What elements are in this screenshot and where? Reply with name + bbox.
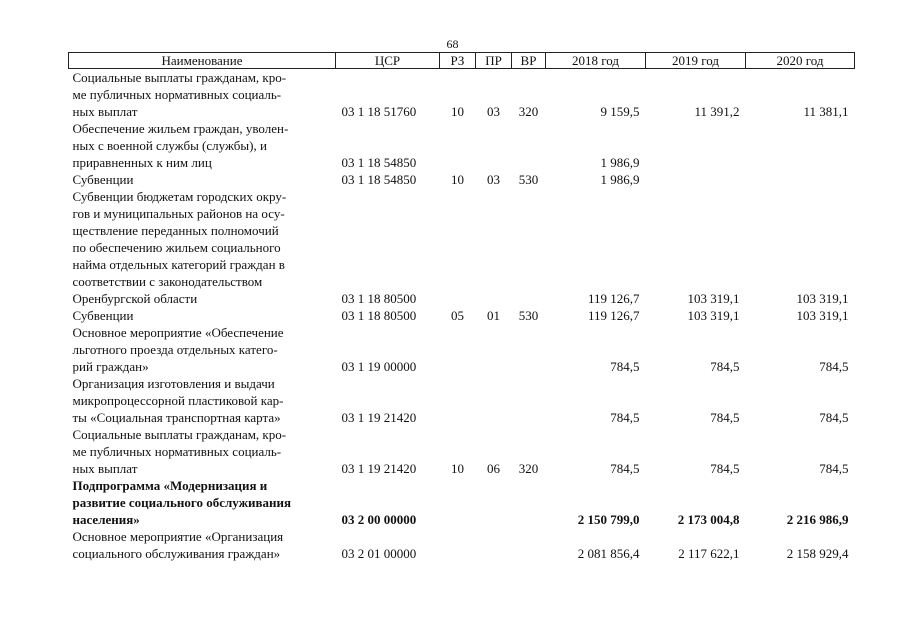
row-name-line: Субвенции [72,308,134,323]
row-2020-value: 11 381,1 [803,104,849,119]
table-row [69,120,855,171]
table-row [69,477,855,528]
row-name-line: ных выплат [72,461,138,476]
row-name-line: Основное мероприятие «Обеспечение [72,325,284,340]
row-2018-value: 784,5 [610,461,640,476]
table-row [69,426,855,477]
row-2018-value: 119 126,7 [587,308,640,323]
row-vr: 530 [518,172,539,187]
row-vr: 320 [518,461,539,476]
row-name-line: ных с военной службы (службы), и [72,138,267,153]
row-2018-value: 784,5 [610,359,640,374]
row-vr: 320 [518,104,539,119]
row-rz [440,188,476,307]
row-name-line: ме публичных нормативных социаль- [72,444,282,459]
row-pr [476,120,512,171]
row-vr [512,528,546,562]
row-2019-value: 103 319,1 [687,291,740,306]
row-vr [512,120,546,171]
header-rz: РЗ [440,53,476,69]
row-name-line: ме публичных нормативных социаль- [72,87,282,102]
row-2018-value: 1 986,9 [600,155,640,170]
row-2020-value: 2 216 986,9 [786,512,849,527]
row-2019-value: 784,5 [710,359,740,374]
header-2018: 2018 год [546,53,646,69]
row-name-line: Обеспечение жильем граждан, уволен- [72,121,289,136]
row-2018-value: 9 159,5 [600,104,640,119]
row-name [69,324,336,375]
row-2018-value: 2 150 799,0 [577,512,640,527]
row-rz: 05 [451,308,464,323]
row-vr [512,188,546,307]
row-csr: 03 1 19 21420 [341,461,417,476]
row-name-line: Социальные выплаты гражданам, кро- [72,70,287,85]
row-2018-value: 1 986,9 [600,172,640,187]
row-2019-value: 2 117 622,1 [678,546,740,561]
row-pr [476,375,512,426]
row-2019-value: 103 319,1 [687,308,740,323]
table-row [69,324,855,375]
budget-table [68,52,855,562]
header-vr: ВР [512,53,546,69]
row-pr [476,528,512,562]
row-name-line: приравненных к ним лиц [72,155,212,170]
row-2020-value: 784,5 [819,359,849,374]
row-2020-value: 784,5 [819,461,849,476]
row-csr: 03 1 19 21420 [341,410,417,425]
row-2020-value: 784,5 [819,410,849,425]
header-pr: ПР [476,53,512,69]
row-name [69,477,336,528]
table-row [69,528,855,562]
row-2019-value [646,171,746,188]
row-pr: 01 [487,308,500,323]
row-name [69,307,336,324]
row-name [69,426,336,477]
row-rz: 10 [451,104,464,119]
row-2020-value: 103 319,1 [796,291,849,306]
row-vr: 530 [518,308,539,323]
row-csr: 03 1 18 51760 [341,104,417,119]
row-vr [512,375,546,426]
header-2019: 2019 год [646,53,746,69]
row-name [69,375,336,426]
header-csr: ЦСР [336,53,440,69]
row-csr: 03 1 18 54850 [341,172,417,187]
row-pr: 03 [487,172,500,187]
row-name-line: льготного проезда отдельных катего- [72,342,278,357]
row-rz [440,120,476,171]
row-name-line: ных выплат [72,104,138,119]
row-2019-value [646,120,746,171]
row-2019-value: 2 173 004,8 [677,512,740,527]
row-2018-value: 2 081 856,4 [577,546,640,561]
row-pr [476,324,512,375]
row-vr [512,477,546,528]
row-csr: 03 1 18 80500 [341,291,417,306]
row-name-line: Основное мероприятие «Организация [72,529,284,544]
row-name [69,69,336,121]
row-name-line: микропроцессорной пластиковой кар- [72,393,284,408]
row-rz [440,528,476,562]
row-name-line: ты «Социальная транспортная карта» [72,410,281,425]
row-csr: 03 1 18 80500 [341,308,417,323]
row-2019-value: 784,5 [710,410,740,425]
row-name-line: рий граждан» [72,359,149,374]
row-name-line: Оренбургской области [72,291,198,306]
row-2020-value [746,171,855,188]
row-name-line: Субвенции бюджетам городских окру- [72,189,287,204]
row-2018-value: 784,5 [610,410,640,425]
row-2020-value: 2 158 929,4 [786,546,849,561]
row-vr [512,324,546,375]
row-name [69,120,336,171]
row-name-line: соответствии с законодательством [72,274,263,289]
row-rz: 10 [451,461,464,476]
row-rz: 10 [451,172,464,187]
row-csr: 03 1 19 00000 [341,359,417,374]
row-name-line: Подпрограмма «Модернизация и [72,478,268,493]
table-body [69,69,855,563]
row-2019-value: 11 391,2 [694,104,740,119]
table-row [69,307,855,324]
row-name [69,171,336,188]
row-name-line: Субвенции [72,172,134,187]
table-row [69,69,855,121]
row-2018-value: 119 126,7 [587,291,640,306]
row-csr: 03 2 01 00000 [341,546,417,561]
row-name-line: социального обслуживания граждан» [72,546,281,561]
table-row [69,188,855,307]
table-row [69,171,855,188]
row-pr: 06 [487,461,500,476]
header-2020: 2020 год [746,53,855,69]
row-name-line: найма отдельных категорий граждан в [72,257,285,272]
row-pr: 03 [487,104,500,119]
row-csr: 03 2 00 00000 [341,512,417,527]
row-2020-value [746,120,855,171]
row-rz [440,375,476,426]
row-name-line: Организация изготовления и выдачи [72,376,275,391]
row-name-line: гов и муниципальных районов на осу- [72,206,285,221]
row-name-line: по обеспечению жильем социального [72,240,281,255]
row-pr [476,188,512,307]
row-rz [440,324,476,375]
table-header-row [69,53,855,69]
table-row [69,375,855,426]
row-name-line: ществление переданных полномочий [72,223,279,238]
row-pr [476,477,512,528]
row-name-line: населения» [72,512,140,527]
row-name-line: развитие социального обслуживания [72,495,292,510]
row-name [69,528,336,562]
row-2019-value: 784,5 [710,461,740,476]
row-csr: 03 1 18 54850 [341,155,417,170]
page-number: 68 [446,37,459,51]
row-name [69,188,336,307]
row-rz [440,477,476,528]
row-name-line: Социальные выплаты гражданам, кро- [72,427,287,442]
header-name: Наименование [69,53,336,69]
row-2020-value: 103 319,1 [796,308,849,323]
